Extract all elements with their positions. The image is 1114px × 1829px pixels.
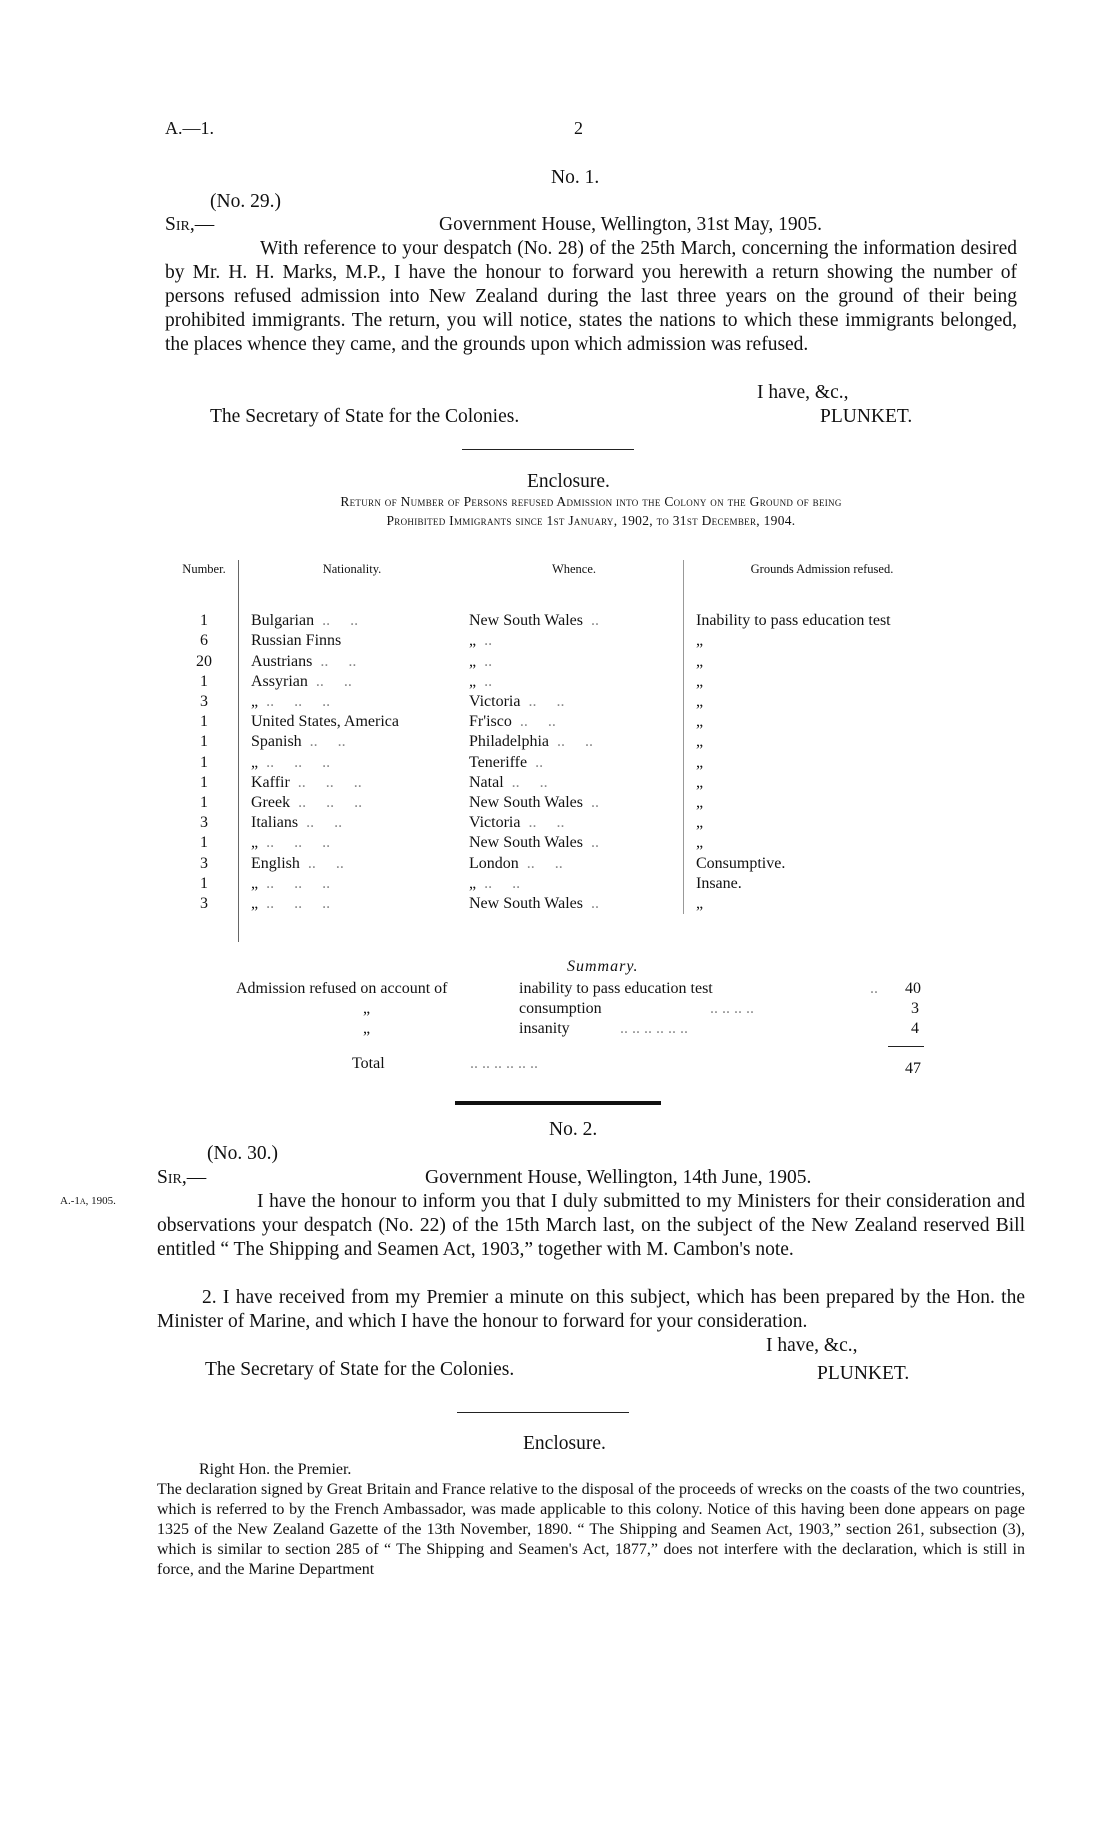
row-grounds — [684, 712, 961, 732]
column-header-grounds: Grounds Admission refused. — [684, 560, 961, 591]
dot-leader: .. .. — [526, 854, 563, 872]
dot-leader: .. .. — [528, 693, 565, 710]
row-number-text: 1 — [200, 733, 208, 751]
row-nationality — [239, 833, 466, 853]
row-grounds-text: Insane. — [696, 874, 742, 892]
dot-leader: .. .. — [511, 773, 548, 791]
page-reference: A.—1. — [165, 118, 214, 138]
row-grounds-text: „ — [696, 834, 704, 852]
enclosure1-heading: Enclosure. — [527, 471, 610, 492]
row-whence-text: „ — [469, 874, 477, 892]
row-grounds-text: „ — [696, 814, 704, 832]
row-nationality — [239, 874, 466, 894]
row-grounds — [684, 854, 961, 874]
row-nationality-text: Italians — [251, 814, 299, 832]
row-grounds — [684, 611, 961, 631]
row-whence — [465, 611, 684, 631]
table-row — [170, 672, 960, 692]
enclosure2-paragraph: The declaration signed by Great Britain and France relative to the disposal of the proceeds of wrecks on the coasts of the two countries, which is referred to by the French Ambassador, was made applicable to this colony. Notice of this having been done appears on page 1325 of the New Zealand Gazette of the 13th November, 1890. “ The Shipping and Seamen Act, 1903,” section 261, subsection (3), which is similar to section 285 of “ The Shipping and Seamen's Act, 1877,” does not interfere with the declaration, which is still in force, and the Marine Department — [157, 1481, 1025, 1578]
dot-leader: .. .. .. — [266, 693, 331, 710]
letter2-signature: PLUNKET. — [817, 1363, 910, 1384]
dot-leader: .. — [590, 794, 599, 812]
table-row — [170, 894, 960, 914]
letter2-paragraph1: I have the honour to inform you that I duly submitted to my Ministers for their consideration and observations your despatch (No. 22) of the 15th March last, on the subject of the New Zealand reserved Bill entitled “ The Shipping and Seamen Act, 1903,” together with M. Cambon's note. — [157, 1191, 1025, 1260]
row-grounds — [684, 813, 961, 833]
table-row — [170, 773, 960, 793]
row-number-text: 1 — [200, 794, 208, 812]
table-row — [170, 813, 960, 833]
row-number-text: 3 — [200, 693, 208, 710]
section-divider-thick — [455, 1101, 661, 1105]
column-header-number: Number. — [182, 562, 226, 576]
row-whence-text: „ — [469, 632, 477, 650]
summary-reason: insanity — [519, 1020, 570, 1037]
table-row — [170, 833, 960, 853]
row-grounds — [684, 833, 961, 853]
row-grounds-text: „ — [696, 794, 704, 812]
row-grounds-text: „ — [696, 895, 704, 913]
row-whence-text: New South Wales — [469, 895, 583, 913]
summary-leader: .. .. .. .. .. .. — [620, 1020, 688, 1037]
row-number-text: 3 — [200, 854, 208, 872]
column-header-nationality: Nationality. — [239, 560, 466, 591]
dot-leader: .. — [590, 834, 599, 852]
row-whence — [465, 672, 684, 692]
row-whence-text: Natal — [469, 773, 504, 791]
summary-leader: .. — [870, 980, 878, 997]
section-divider — [462, 449, 634, 450]
row-whence — [465, 773, 684, 793]
row-number-text: 1 — [200, 874, 208, 892]
row-whence-text: New South Wales — [469, 612, 583, 630]
dot-leader: .. .. .. — [266, 753, 331, 771]
summary-value: 40 — [905, 980, 921, 997]
row-number — [170, 813, 239, 833]
letter1-salutation: Sir,— — [165, 214, 215, 235]
enclosure2-salutation: Right Hon. the Premier. — [199, 1461, 352, 1478]
row-number — [170, 712, 239, 732]
row-grounds-text: „ — [696, 713, 704, 731]
letter1-origin: Government House, Wellington, 31st May, 1905. — [439, 214, 822, 235]
dot-leader: .. — [484, 632, 493, 650]
section-divider — [457, 1412, 629, 1413]
dot-leader: .. — [590, 895, 599, 913]
row-grounds-text: „ — [696, 672, 704, 690]
dot-leader: .. .. — [320, 652, 357, 670]
dot-leader: .. .. .. — [298, 794, 363, 812]
row-grounds-text: „ — [696, 693, 704, 710]
table-row — [170, 793, 960, 813]
dot-leader: .. .. — [556, 733, 593, 751]
column-header-whence: Whence. — [551, 562, 597, 576]
dot-leader: .. .. .. — [266, 834, 331, 852]
row-nationality — [239, 672, 466, 692]
row-nationality-text: Bulgarian — [251, 612, 315, 630]
summary-total-value: 47 — [905, 1060, 921, 1077]
row-grounds — [684, 732, 961, 752]
row-whence-text: „ — [469, 652, 477, 670]
row-nationality-text: Austrians — [251, 652, 313, 670]
row-nationality — [239, 813, 466, 833]
table-row — [170, 854, 960, 874]
table-row — [170, 611, 960, 631]
return-title-line1: Return of Number of Persons refused Admission into the Colony on the Ground of being — [340, 494, 842, 509]
row-grounds — [684, 874, 961, 894]
row-whence — [465, 813, 684, 833]
row-nationality-text: Greek — [251, 794, 291, 812]
dot-leader: .. — [535, 753, 544, 771]
row-nationality — [239, 854, 466, 874]
dot-leader: .. .. — [519, 713, 556, 731]
letter1-signature: PLUNKET. — [820, 406, 913, 427]
dot-leader: .. .. — [309, 733, 346, 751]
row-number — [170, 854, 239, 874]
row-whence-text: London — [469, 854, 519, 872]
row-number — [170, 672, 239, 692]
row-number — [170, 732, 239, 752]
dot-leader: .. — [484, 672, 493, 690]
row-nationality-text: English — [251, 854, 300, 872]
row-nationality-text: „ — [251, 753, 259, 771]
row-grounds-text: „ — [696, 652, 704, 670]
row-whence — [465, 854, 684, 874]
row-nationality — [239, 692, 466, 712]
table-row — [170, 753, 960, 773]
table-row — [170, 732, 960, 752]
row-whence — [465, 692, 684, 712]
row-nationality — [239, 712, 466, 732]
row-grounds-text: „ — [696, 632, 704, 650]
letter1-heading: No. 1. — [551, 167, 600, 188]
table-row — [170, 692, 960, 712]
dot-leader: .. .. — [484, 874, 521, 892]
letter2-addressee: The Secretary of State for the Colonies. — [205, 1359, 515, 1380]
summary-total-label: Total — [352, 1055, 385, 1072]
letter2-heading: No. 2. — [549, 1119, 598, 1140]
summary-prefix: „ — [363, 1020, 371, 1037]
row-nationality — [239, 732, 466, 752]
letter2-salutation: Sir,— — [157, 1167, 207, 1188]
row-number-text: 1 — [200, 834, 208, 852]
summary-reason: consumption — [519, 1000, 602, 1017]
page-number: 2 — [574, 118, 583, 138]
summary-heading: Summary. — [567, 958, 639, 975]
dot-leader: .. — [590, 612, 599, 630]
letter2-closing: I have, &c., — [766, 1335, 858, 1356]
row-nationality — [239, 652, 466, 672]
row-nationality-text: „ — [251, 693, 259, 710]
row-nationality-text: Russian Finns — [251, 632, 342, 650]
row-whence — [465, 894, 684, 914]
row-nationality-text: Assyrian — [251, 672, 308, 690]
row-nationality — [239, 753, 466, 773]
row-grounds — [684, 631, 961, 651]
row-number-text: 1 — [200, 672, 208, 690]
summary-prefix: „ — [363, 1000, 371, 1017]
row-nationality — [239, 773, 466, 793]
row-whence — [465, 732, 684, 752]
summary-reason: inability to pass education test — [519, 980, 713, 997]
row-whence — [465, 712, 684, 732]
summary-leader: .. .. .. .. — [710, 1000, 754, 1017]
summary-value: 3 — [911, 1000, 919, 1017]
dot-leader: .. — [484, 652, 493, 670]
letter1-closing: I have, &c., — [757, 382, 849, 403]
row-whence-text: New South Wales — [469, 794, 583, 812]
table-row — [170, 874, 960, 894]
dot-leader: .. .. — [315, 672, 352, 690]
row-grounds-text: Inability to pass education test — [696, 612, 891, 630]
row-nationality — [239, 793, 466, 813]
row-whence-text: Teneriffe — [469, 753, 528, 771]
row-grounds — [684, 773, 961, 793]
row-whence-text: Fr'isco — [469, 713, 512, 731]
row-whence-text: Victoria — [469, 814, 521, 832]
row-nationality — [239, 894, 466, 914]
table-header-row — [170, 560, 960, 591]
row-number — [170, 793, 239, 813]
row-whence-text: Victoria — [469, 693, 521, 710]
dot-leader: .. .. — [306, 814, 343, 832]
row-whence — [465, 874, 684, 894]
row-grounds — [684, 672, 961, 692]
table-row — [170, 631, 960, 651]
row-number-text: 3 — [200, 895, 208, 913]
row-whence-text: Philadelphia — [469, 733, 549, 751]
letter2-margin-reference: A.-1a, 1905. — [60, 1195, 116, 1207]
row-grounds — [684, 894, 961, 914]
row-number — [170, 753, 239, 773]
dot-leader: .. .. — [307, 854, 344, 872]
letter2-despatch-number: (No. 30.) — [207, 1143, 278, 1164]
row-grounds — [684, 793, 961, 813]
enclosure2-heading: Enclosure. — [523, 1433, 606, 1454]
row-number-text: 1 — [200, 713, 208, 731]
row-number — [170, 773, 239, 793]
row-grounds — [684, 652, 961, 672]
row-number-text: 20 — [196, 652, 212, 670]
row-nationality-text: „ — [251, 895, 259, 913]
table-row — [170, 712, 960, 732]
letter2-paragraph2: 2. I have received from my Premier a minute on this subject, which has been prepared by the Hon. the Minister of Marine, and which I have the honour to forward for your consideration. — [157, 1287, 1025, 1332]
letter1-addressee: The Secretary of State for the Colonies. — [210, 406, 520, 427]
row-whence — [465, 652, 684, 672]
summary-prefix: Admission refused on account of — [236, 980, 448, 997]
row-nationality-text: „ — [251, 834, 259, 852]
row-nationality-text: Spanish — [251, 733, 302, 751]
row-nationality — [239, 631, 466, 651]
table-row — [170, 652, 960, 672]
dot-leader: .. .. .. — [266, 874, 331, 892]
dot-leader: .. .. — [322, 612, 359, 630]
dot-leader: .. .. .. — [266, 895, 331, 913]
return-title-line2: Prohibited Immigrants since 1st January, 1902, to 31st December, 1904. — [386, 513, 796, 528]
row-grounds-text: „ — [696, 733, 704, 751]
row-nationality-text: United States, America — [251, 713, 399, 731]
row-grounds-text: Consumptive. — [696, 854, 786, 872]
summary-total-rule — [888, 1046, 924, 1047]
row-number-text: 3 — [200, 814, 208, 832]
letter2-origin: Government House, Wellington, 14th June, 1905. — [425, 1167, 812, 1188]
row-nationality-text: „ — [251, 874, 259, 892]
summary-value: 4 — [911, 1020, 919, 1037]
letter1-despatch-number: (No. 29.) — [210, 191, 281, 212]
row-number — [170, 611, 239, 631]
row-number — [170, 631, 239, 651]
row-number-text: 1 — [200, 753, 208, 771]
row-whence — [465, 753, 684, 773]
summary-leader: .. .. .. .. .. .. — [470, 1055, 538, 1072]
row-number-text: 1 — [200, 773, 208, 791]
row-whence — [465, 631, 684, 651]
row-number-text: 1 — [200, 612, 208, 630]
letter1-paragraph: With reference to your despatch (No. 28) of the 25th March, concerning the information desired by Mr. H. H. Marks, M.P., I have the honour to forward you herewith a return showing the number of persons refused admission into New Zealand during the last three years on the ground of their being prohibited immigrants. The return, you will notice, states the nations to which these immigrants belonged, the places whence they came, and the grounds upon which admission was refused. — [165, 238, 1017, 355]
row-number — [170, 833, 239, 853]
row-grounds-text: „ — [696, 773, 704, 791]
row-grounds — [684, 692, 961, 712]
row-whence-text: „ — [469, 672, 477, 690]
row-number — [170, 874, 239, 894]
row-number — [170, 652, 239, 672]
row-number — [170, 894, 239, 914]
row-grounds — [684, 753, 961, 773]
dot-leader: .. .. .. — [297, 773, 362, 791]
row-whence-text: New South Wales — [469, 834, 583, 852]
table-body — [170, 611, 960, 942]
return-table — [170, 560, 960, 942]
row-nationality-text: Kaffir — [251, 773, 290, 791]
row-whence — [465, 833, 684, 853]
row-nationality — [239, 611, 466, 631]
row-number-text: 6 — [200, 632, 208, 650]
dot-leader: .. .. — [528, 814, 565, 832]
row-number — [170, 692, 239, 712]
row-whence — [465, 793, 684, 813]
row-grounds-text: „ — [696, 753, 704, 771]
